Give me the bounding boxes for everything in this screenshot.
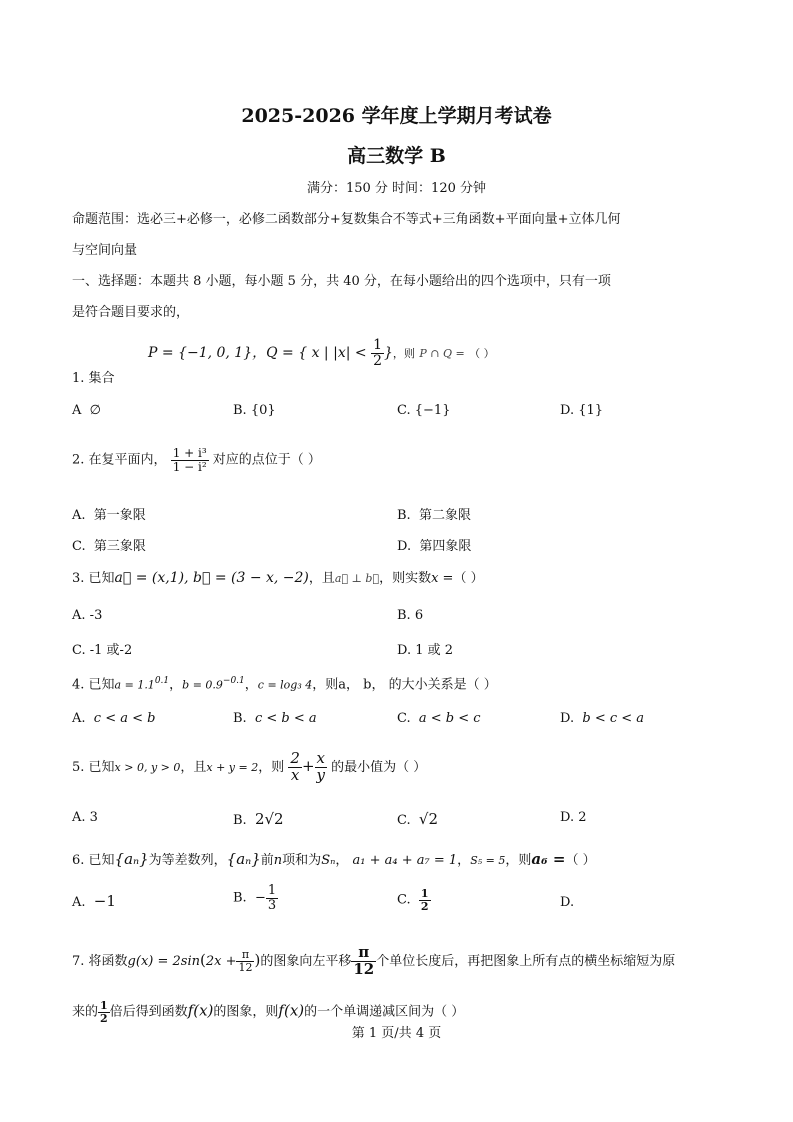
q3-option-b-value: 6 <box>414 608 424 623</box>
q5-tail: 的最小值为（ ） <box>331 759 427 775</box>
q5-option-b <box>233 810 284 828</box>
q2-option-c <box>72 535 146 554</box>
q7-pi-den: 12 <box>238 960 253 974</box>
q3-var: x = <box>431 571 454 586</box>
page-footer: 第 1 页/共 4 页 <box>351 1026 442 1041</box>
q6-option-b-num: 1 <box>267 883 277 898</box>
q5-option-d <box>560 810 587 825</box>
q1-option-d <box>560 403 603 418</box>
q6-option-b-den: 3 <box>267 897 277 913</box>
exam-subtitle: 高三数学 B <box>347 145 446 167</box>
q3-option-d-value: 1 或 2 <box>415 643 454 658</box>
q3-option-a-value: -3 <box>89 608 103 623</box>
q7-inner-left: 2x + <box>205 953 237 969</box>
q5-option-d-label: D. <box>560 810 575 825</box>
q6-option-a <box>72 892 116 910</box>
q7-half-fraction <box>98 1000 110 1024</box>
q1-option-d-value: {1} <box>578 403 604 418</box>
q4-option-b <box>233 711 317 726</box>
q3-option-a-label: A. <box>72 608 86 623</box>
q6-option-c <box>397 888 431 912</box>
q6-n: n <box>273 853 283 868</box>
section-instructions-1: 一、选择题：本题共 8 小题，每小题 5 分，共 40 分，在每小题给出的四个选项中，只有一项 <box>72 274 611 289</box>
q2-option-d-value: 第四象限 <box>419 539 472 554</box>
q5-fraction-1 <box>288 751 302 784</box>
q7-line-1 <box>72 945 675 978</box>
q6-option-b-fraction <box>266 884 278 912</box>
section-instructions-2: 是符合题目要求的， <box>72 305 190 320</box>
q1-expression <box>148 338 495 368</box>
q1-half <box>371 338 384 368</box>
q5-option-c-value: √2 <box>418 810 438 828</box>
q1-set-Q-left: ，Q = { x | |x| < <box>252 345 367 362</box>
q4-b: b = 0.9 <box>182 678 223 692</box>
q2-num: 1 + i³ <box>172 446 207 460</box>
q5-f1-den: x <box>290 765 300 784</box>
q1-option-a <box>72 403 101 418</box>
q5-f1-num: 2 <box>290 749 300 767</box>
q6-option-b-sign: − <box>254 890 266 906</box>
q6-option-d-label: D. <box>560 895 575 910</box>
q5-plus: + <box>301 756 315 775</box>
q1-option-d-label: D. <box>560 403 575 418</box>
q7-shift-num: π <box>351 945 376 962</box>
q5-cond1: x > 0, y > 0 <box>114 760 181 774</box>
scope-line-2: 与空间向量 <box>72 243 138 258</box>
q4-option-a-value: c < a < b <box>93 711 156 726</box>
q2-option-c-value: 第三象限 <box>93 539 146 554</box>
q4-option-c-label: C. <box>397 711 411 726</box>
q5-f2-den: y <box>316 765 325 784</box>
q3-line <box>72 571 484 585</box>
q5-option-c-label: C. <box>397 813 411 828</box>
q2-option-b <box>397 504 471 523</box>
q7-line-2 <box>72 1000 464 1024</box>
q2-option-a <box>72 504 146 523</box>
q4-c: c = log₃ 4 <box>257 678 313 692</box>
q1-then: ，则 <box>392 347 415 361</box>
q2-den: 1 − i² <box>172 459 207 474</box>
q6-option-c-num: 1 <box>420 887 429 900</box>
q5-mid: ，且 <box>180 759 207 775</box>
q3-paren: （ ） <box>453 571 484 586</box>
q3-option-c <box>72 639 132 658</box>
q4-tail: ，则a， b， 的大小关系是（ ） <box>312 677 497 693</box>
q7-pi-num: π <box>236 949 254 962</box>
q5-option-d-value: 2 <box>578 810 587 825</box>
q1-option-c <box>397 403 450 418</box>
q7-line2-d: 的一个单调递减区间为（ ） <box>304 1004 465 1020</box>
exam-title: 2025-2026 学年度上学期月考试卷 <box>241 105 552 127</box>
q6-option-a-label: A. <box>72 895 86 910</box>
q1-paren: （ ） <box>469 347 495 361</box>
q7-half-den: 2 <box>100 1011 108 1025</box>
q4-option-a <box>72 711 155 726</box>
q1-option-c-label: C. <box>397 403 411 418</box>
q7-paren-close: ) <box>254 950 261 969</box>
q6-an: {aₙ} <box>114 850 149 868</box>
q2-tail: 对应的点位于（ ） <box>212 452 321 468</box>
q7-pi-fraction <box>236 949 254 973</box>
q7-line2-a: 来的 <box>72 1004 99 1020</box>
q2-option-c-label: C. <box>72 539 86 554</box>
q5-option-a-label: A. <box>72 810 86 825</box>
q2-option-b-label: B. <box>397 508 411 523</box>
q4-b-exp: −0.1 <box>222 676 245 686</box>
q7-t2: 个单位长度后，再把图象上所有点的横坐标缩短为原 <box>376 953 676 969</box>
q3-mid: ，且 <box>308 571 335 586</box>
q3-option-b-label: B. <box>397 608 411 623</box>
q7-label: 7. 将函数 <box>72 953 128 969</box>
q1-half-num: 1 <box>373 337 382 353</box>
q7-fx: f(x) <box>187 1001 214 1020</box>
q2-label: 2. 在复平面内， <box>72 452 167 468</box>
q4-option-c-value: a < b < c <box>418 711 481 726</box>
q2-option-d <box>397 535 471 554</box>
exam-meta: 满分：150 分 时间：120 分钟 <box>306 181 487 196</box>
q7-t1: 的图象向左平移 <box>260 953 352 969</box>
q3-label: 3. 已知 <box>72 571 115 586</box>
q3-option-c-label: C. <box>72 643 86 658</box>
q4-a: a = 1.1 <box>114 678 155 692</box>
q3-option-c-value: -1 或-2 <box>89 643 133 658</box>
q4-option-c <box>397 711 481 726</box>
q4-a-exp: 0.1 <box>154 676 170 686</box>
q7-half-num: 1 <box>100 999 108 1012</box>
q6-s5: S₅ = 5 <box>470 854 506 867</box>
q6-a6: a₆ = <box>531 850 566 868</box>
q1-option-c-value: {−1} <box>414 403 451 418</box>
q6-label: 6. 已知 <box>72 853 115 868</box>
q6-t1: 为等差数列， <box>148 853 227 868</box>
q6-option-c-fraction <box>419 888 431 912</box>
q1-option-b-value: {0} <box>250 403 276 418</box>
q6-t4: ， <box>335 853 349 868</box>
q7-fx2: f(x) <box>278 1001 305 1020</box>
q5-option-a <box>72 810 98 825</box>
q3-tail: ，则实数 <box>379 571 432 586</box>
q1-half-den: 2 <box>373 352 382 369</box>
scope-line-1: 命题范围：选必三+必修一，必修二函数部分+复数集合不等式+三角函数+平面向量+立体几何 <box>72 212 621 227</box>
q2-option-d-label: D. <box>397 539 412 554</box>
q5-label: 5. 已知 <box>72 759 115 775</box>
q2-option-a-value: 第一象限 <box>93 508 146 523</box>
q6-option-c-den: 2 <box>420 899 429 913</box>
q2-line <box>72 447 321 473</box>
q6-t6: ，则 <box>505 853 532 868</box>
q7-shift-fraction <box>351 945 376 978</box>
q6-option-c-label: C. <box>397 892 411 908</box>
q4-option-d-label: D. <box>560 711 575 726</box>
q7-shift-den: 12 <box>353 959 375 978</box>
q1-option-a-label: A <box>72 403 82 418</box>
q4-line: 4. 已知$a = 1.1^{0.1}$，$b = 0.9^{-0.1}$，c = log₃ 4，则a， b， 的大小关系是（ ） <box>72 676 497 693</box>
q5-option-c <box>397 810 438 828</box>
q3-option-a <box>72 608 102 623</box>
q4-option-d <box>560 711 644 726</box>
q5-option-b-label: B. <box>233 813 247 828</box>
q1-option-b-label: B. <box>233 403 247 418</box>
q1-label: 1. 集合 <box>72 371 115 386</box>
q3-option-b <box>397 608 423 623</box>
q1-intersection: P ∩ Q = <box>419 347 465 361</box>
q7-paren-open: ( <box>199 950 206 969</box>
q7-line2-c: 的图象，则 <box>213 1004 279 1020</box>
q6-option-b <box>233 884 278 912</box>
q6-t5: ， <box>457 853 471 868</box>
q2-option-b-value: 第二象限 <box>418 508 471 523</box>
q7-g: g(x) = 2sin <box>127 953 200 969</box>
q6-sn: Sₙ <box>321 853 336 868</box>
q1-option-b <box>233 403 276 418</box>
q6-option-a-value: −1 <box>93 892 116 910</box>
q5-f2-num: x <box>315 751 327 768</box>
q5-line <box>72 751 426 784</box>
q5-fraction-2 <box>315 751 327 784</box>
q7-line2-b: 倍后得到函数 <box>109 1004 188 1020</box>
q6-paren: （ ） <box>565 853 596 868</box>
q4-option-d-value: b < c < a <box>582 711 645 726</box>
q6-option-d <box>560 895 574 910</box>
q4-label: 4. 已知 <box>72 677 115 693</box>
q2-fraction <box>171 447 209 473</box>
q1-option-a-value: ∅ <box>89 403 101 418</box>
q1-set-P: P = {−1, 0, 1} <box>148 345 253 362</box>
q6-t2: 前 <box>260 853 274 868</box>
q6-sum: a₁ + a₄ + a₇ = 1 <box>352 853 458 868</box>
q5-cond2: x + y = 2 <box>206 760 259 774</box>
q3-option-d-label: D. <box>397 643 412 658</box>
q5-option-b-value: 2√2 <box>254 810 284 828</box>
q1-set-Q-right: } <box>384 345 393 362</box>
q5-then: ，则 <box>258 759 285 775</box>
q6-an2: {aₙ} <box>226 850 261 868</box>
q3-option-d <box>397 639 453 658</box>
q6-line <box>72 852 596 867</box>
q6-option-b-label: B. <box>233 890 247 906</box>
q4-option-b-label: B. <box>233 711 247 726</box>
q2-option-a-label: A. <box>72 508 86 523</box>
q4-option-b-value: c < b < a <box>254 711 317 726</box>
q3-vectors: a⃗ = (x,1), b⃗ = (3 − x, −2) <box>114 570 309 586</box>
q6-t3: 项和为 <box>282 853 322 868</box>
q5-option-a-value: 3 <box>89 810 98 825</box>
q4-option-a-label: A. <box>72 711 86 726</box>
q3-perp: a⃗ ⊥ b⃗ <box>334 572 380 585</box>
